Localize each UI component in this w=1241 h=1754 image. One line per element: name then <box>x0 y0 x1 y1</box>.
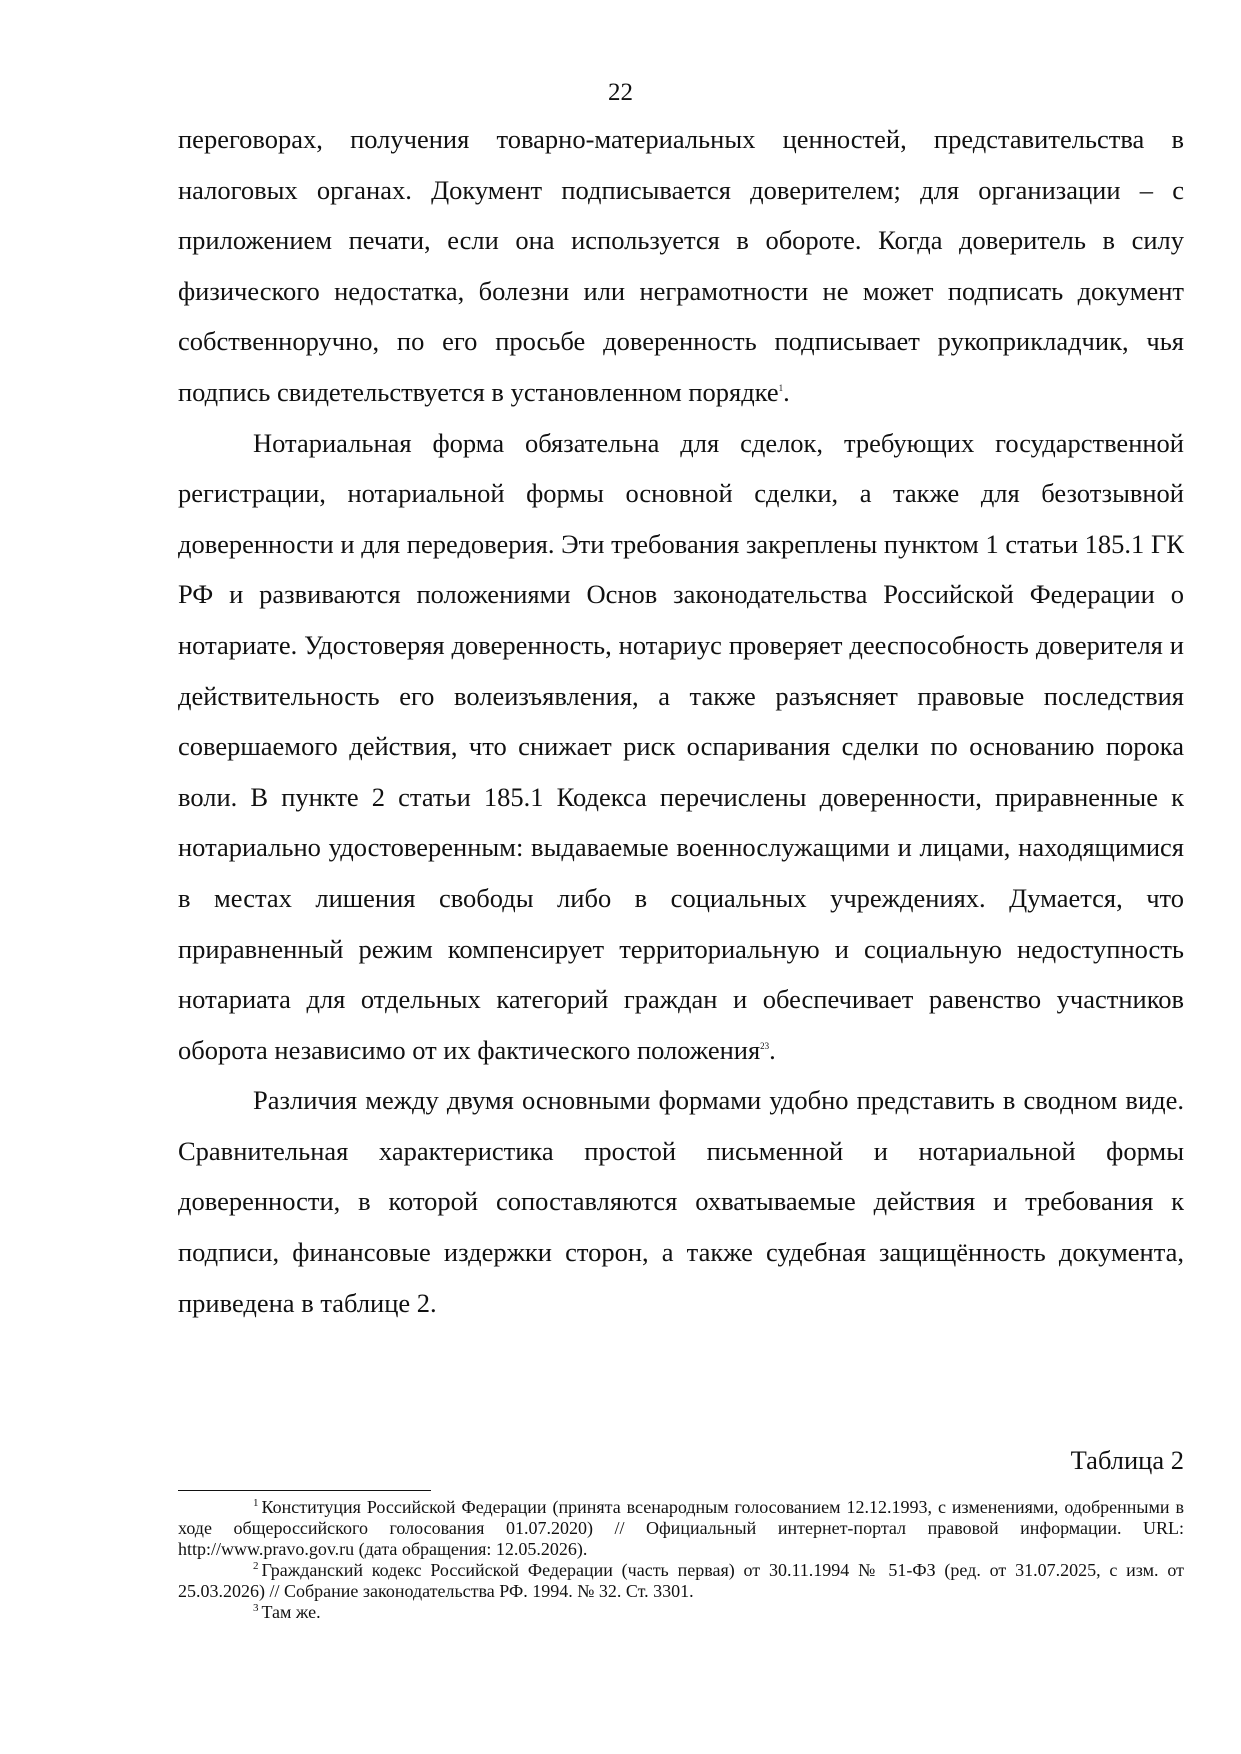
footnote <box>178 1497 1184 1560</box>
footnote-separator <box>178 1490 431 1491</box>
paragraph-text: Различия между двумя основными формами удобно представить в сводном виде. Сравнительная характеристика простой письменной и нотариальной формы доверенности, в которой сопоставляются охватываемые действия и требования к подписи, финансовые издержки сторон, а также судебная защищённость документа, приведена в таблице 2. <box>178 1085 1184 1318</box>
paragraph-ending: . <box>769 1034 776 1065</box>
page-number: 22 <box>608 79 633 106</box>
footnotes <box>178 1497 1184 1623</box>
footnote-text: Гражданский кодекс Российской Федерации (часть первая) от 30.11.1994 № 51-ФЗ (ред. от 31.07.2025, с изм. от 25.03.2026) // Собрание законодательства РФ. 1994. № 32. Ст. 3301. <box>178 1560 1184 1601</box>
footnote-text: Конституция Российской Федерации (принята всенародным голосованием 12.12.1993, с изменениями, одобренными в ходе общероссийского голосования 01.07.2020) // Официальный интернет-портал правовой информации. URL: http://www.pravo.gov.ru (дата обращения: 12.05.2026). <box>178 1497 1184 1559</box>
paragraph-ending: . <box>783 376 790 407</box>
table-caption: Таблица 2 <box>1070 1445 1184 1475</box>
paragraph-text: переговорах, получения товарно-материальных ценностей, представительства в налоговых органах. Документ подписывается доверителем; для организации – с приложением печати, если она используется в обороте. Когда доверитель в силу физического недостатка, болезни или неграмотности не может подписать документ собственноручно, по его просьбе доверенность подписывает рукоприкладчик, чья подпись свидетельствуется в установленном порядке <box>178 124 1184 407</box>
paragraph-text: Нотариальная форма обязательна для сделок, требующих государственной регистрации, нотариальной формы основной сделки, а также для безотзывной доверенности и для передоверия. Эти требования закреплены пунктом 1 статьи 185.1 ГК РФ и развиваются положениями Основ законодательства Российской Федерации о нотариате. Удостоверяя доверенность, нотариус проверяет дееспособность доверителя и действительность его волеизъявления, а также разъясняет правовые последствия совершаемого действия, что снижает риск оспаривания сделки по основанию порока воли. В пункте 2 статьи 185.1 Кодекса перечислены доверенности, приравненные к нотариально удостоверенным: выдаваемые военнослужащими и лицами, находящимися в местах лишения свободы либо в социальных учреждениях. Думается, что приравненный режим компенсирует территориальную и социальную недоступность нотариата для отдельных категорий граждан и обеспечивает равенство участников оборота независимо от их фактического положения <box>178 427 1184 1065</box>
footnote-number: 1 <box>253 1497 259 1509</box>
paragraph <box>178 1075 1184 1328</box>
footnote-number: 2 <box>253 1560 259 1572</box>
footnote-reference[interactable]: 1 <box>778 382 784 393</box>
footnote <box>178 1560 1184 1602</box>
paragraph <box>178 418 1184 1076</box>
body-text <box>178 114 1184 1328</box>
footnote <box>178 1602 1184 1623</box>
paragraph <box>178 114 1184 418</box>
footnote-number: 3 <box>253 1602 259 1614</box>
footnote-reference[interactable]: 23 <box>760 1040 770 1051</box>
footnote-text: Там же. <box>261 1602 321 1622</box>
